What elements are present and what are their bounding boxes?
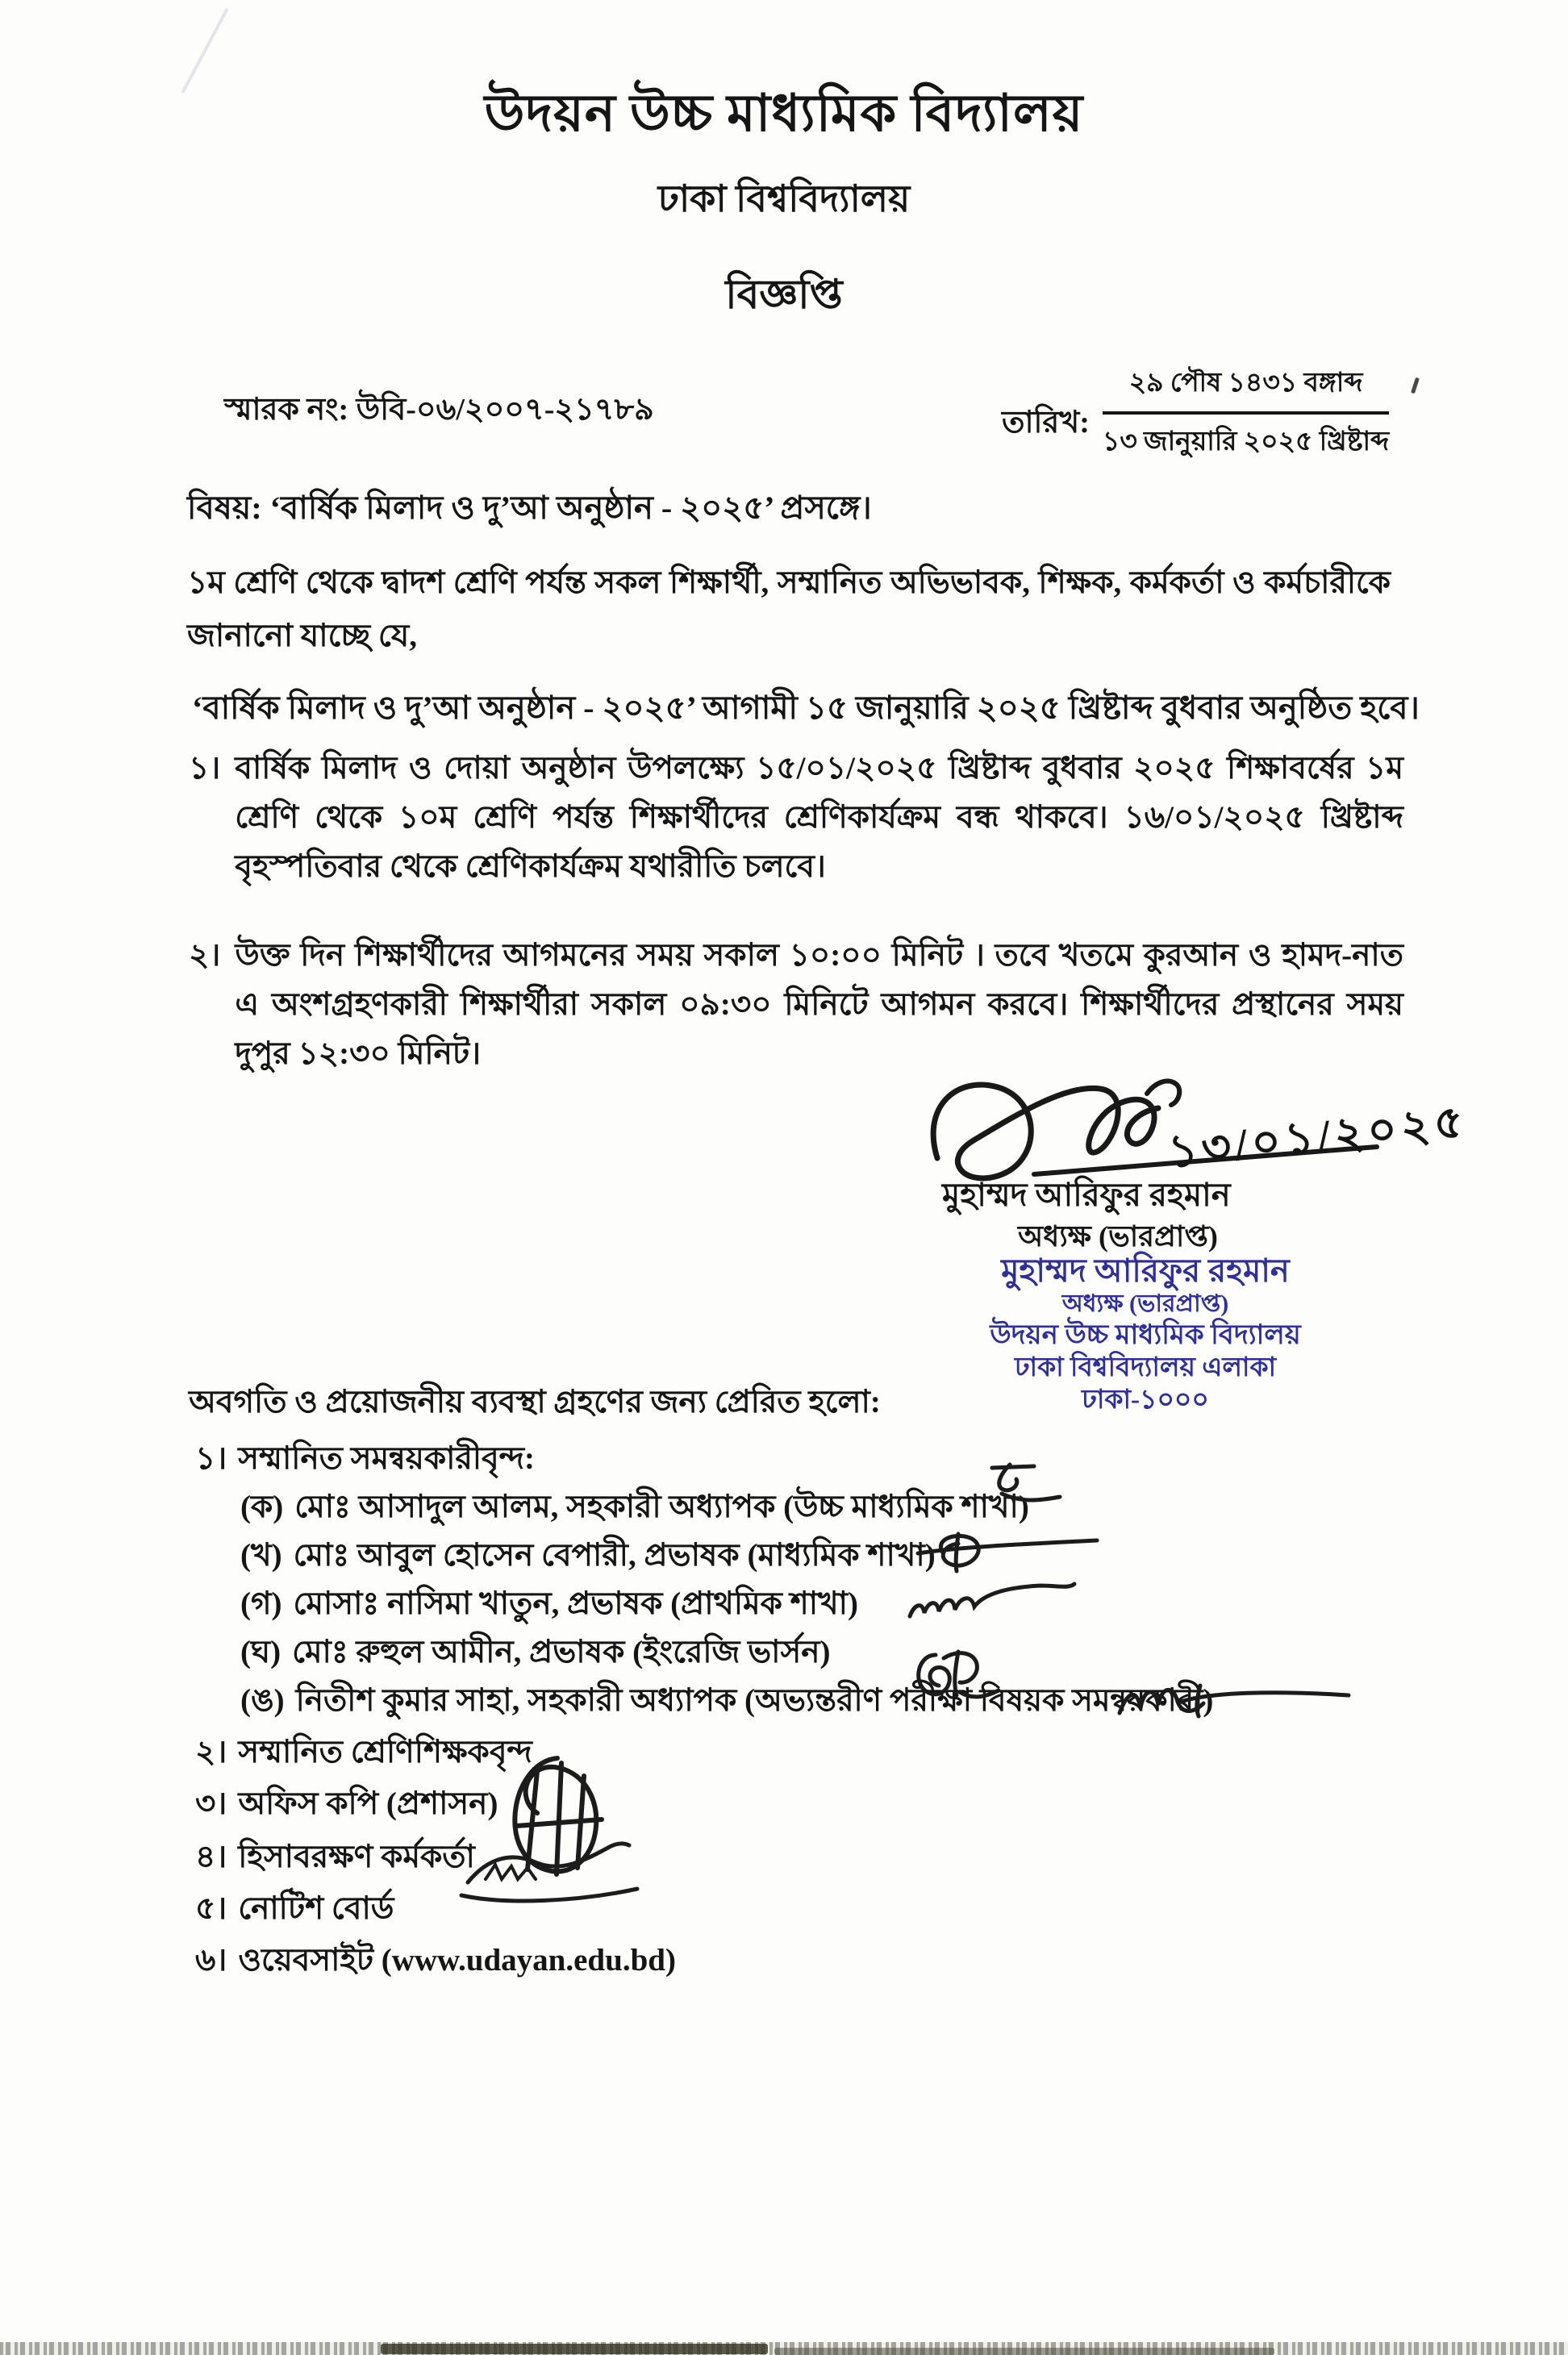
dist-item-2-text: সম্মানিত শ্রেণিশিক্ষকবৃন্দ [238,1735,532,1769]
coordinator-gha [240,1628,831,1680]
dist-item-1-number: ১। [195,1441,227,1476]
stamp-name: মুহাম্মদ আরিফুর রহমান [1001,1253,1290,1289]
point-2-text: উক্ত দিন শিক্ষার্থীদের আগমনের সময় সকাল ১০:০০ মিনিট । তবে খতমে কুরআন ও হামদ-নাত এ অংশগ্রহণকারী শিক্ষার্থীরা সকাল ০৯:৩০ মিনিটে আগমন করবে। শিক্ষার্থীদের প্রস্থানের সময় দুপুর ১২:৩০ মিনিট। [235,938,1403,1071]
coordinator-uma [240,1676,1213,1728]
subject-line: বিষয়: ‘বার্ষিক মিলাদ ও দু’আ অনুষ্ঠান - ২০২৫’ প্রসঙ্গে। [187,490,872,526]
dist-item-3-number: ৩। [195,1786,227,1821]
coordinator-kha-text: মোঃ আবুল হোসেন বেপারী, প্রভাষক (মাধ্যমিক শাখা) [293,1538,936,1573]
point-2 [189,931,1403,1078]
dist-item-5-number: ৫। [195,1891,227,1926]
coordinator-ka-text: মোঃ আসাদুল আলম, সহকারী অধ্যাপক (উচ্চ মাধ্যমিক শাখা) [294,1490,1029,1524]
coordinator-ga-number: (গ) [240,1586,282,1621]
distribution-heading: অবগতি ও প্রয়োজনীয় ব্যবস্থা গ্রহণের জন্য প্রেরিত হলো: [189,1385,881,1419]
stamp-city: ঢাকা-১০০০ [1082,1386,1209,1415]
coordinator-gha-text: মোঃ রুহুল আমীন, প্রভাষক (ইংরেজি ভার্সন) [292,1635,831,1669]
date-block [1002,361,1389,465]
coordinator-kha [240,1531,936,1583]
scan-edge-dark-left [381,2344,768,2354]
signatory-name: মুহাম্মদ আরিফুর রহমান [942,1177,1231,1213]
office-stamp [847,1252,1444,1416]
date-bangla: ২৯ পৌষ ১৪৩১ বঙ্গাব্দ [1103,361,1389,415]
initials-scribble-ka [978,1461,1066,1511]
coordinator-ga-text: মোসাঃ নাসিমা খাতুন, প্রভাষক (প্রাথমিক শাখা) [293,1586,858,1621]
coordinator-uma-number: (ঙ) [240,1683,285,1718]
initials-scribble-uma [1113,1671,1355,1728]
coordinator-ga [240,1579,858,1632]
point-1-text: বার্ষিক মিলাদ ও দোয়া অনুষ্ঠান উপলক্ষ্যে ১৫/০১/২০২৫ খ্রিষ্টাব্দ বুধবার ২০২৫ শিক্ষাবর্ষের ১ম শ্রেণি থেকে ১০ম শ্রেণি পর্যন্ত শিক্ষার্থীদের শ্রেণিকার্যক্রম বন্ধ থাকবে। ১৬/০১/২০২৫ খ্রিষ্টাব্দ বৃহস্পতিবার থেকে শ্রেণিকার্যক্রম যথারীতি চলবে। [235,751,1403,884]
scan-speck [1411,377,1420,394]
dist-item-4-number: ৪। [195,1840,227,1874]
memo-number: স্মারক নং: উবি-০৬/২০০৭-২১৭৮৯ [224,393,654,427]
coordinator-ka-number: (ক) [240,1490,284,1524]
date-fraction [1103,361,1389,465]
initials-scribble-ga [903,1574,1081,1628]
initials-scribble-gha [908,1645,1013,1703]
dist-item-5-text: নোটিশ বোর্ড [238,1891,394,1926]
dist-item-1 [195,1434,535,1486]
intro-paragraph: ১ম শ্রেণি থেকে দ্বাদশ শ্রেণি পর্যন্ত সকল শিক্ষার্থী, সম্মানিত অভিভাবক, শিক্ষক, কর্মকর্তা ও কর্মচারীকে জানানো যাচ্ছে যে, [187,565,1391,653]
stamp-area: ঢাকা বিশ্ববিদ্যালয় এলাকা [1014,1353,1277,1382]
dist-item-4-text: হিসাবরক্ষণ কর্মকর্তা [238,1840,475,1874]
notice-title: বিজ্ঞপ্তি [725,272,843,317]
announcement-line: ‘বার্ষিক মিলাদ ও দু’আ অনুষ্ঠান - ২০২৫’ আগামী ১৫ জানুয়ারি ২০২৫ খ্রিষ্টাব্দ বুধবার অনুষ্ঠিত হবে। [192,690,1420,726]
stamp-school: উদয়ন উচ্চ মাধ্যমিক বিদ্যালয় [990,1320,1301,1350]
dist-item-3-text: অফিস কপি (প্রশাসন) [238,1786,498,1821]
coordinator-ka [240,1482,1029,1535]
dist-item-5 [195,1884,394,1936]
dist-item-6-number: ৬। [195,1943,227,1978]
point-1-number: ১। [189,751,221,786]
dist-item-6-text: ওয়েবসাইট (www.udayan.edu.bd) [238,1943,676,1978]
date-gregorian: ১৩ জানুয়ারি ২০২৫ খ্রিষ্টাব্দ [1102,427,1390,456]
coordinator-uma-text: নিতীশ কুমার সাহা, সহকারী অধ্যাপক (অভ্যন্তরীণ পরীক্ষা বিষয়ক সমন্বয়কারী) [295,1683,1214,1718]
school-name: উদয়ন উচ্চ মাধ্যমিক বিদ্যালয় [484,85,1084,142]
handwritten-date: ১৩/০১/২০২৫ [1166,1096,1470,1178]
accounts-officer-signature [457,1836,642,1910]
dist-item-2-number: ২। [195,1735,227,1769]
point-2-number: ২। [189,938,221,973]
stamp-title: অধ্যক্ষ (ভারপ্রাপ্ত) [1061,1290,1229,1317]
signatory-title: অধ্যক্ষ (ভারপ্রাপ্ত) [1018,1220,1218,1253]
university-name: ঢাকা বিশ্ববিদ্যালয় [657,178,911,219]
point-1 [189,744,1403,891]
dist-item-3 [195,1779,498,1832]
dist-item-6 [195,1936,676,1988]
date-label: তারিখ: [1002,405,1090,440]
scan-edge-dark-right [774,2348,1274,2355]
coordinator-gha-number: (ঘ) [240,1635,281,1669]
dist-item-4 [195,1832,475,1885]
dist-item-1-text: সম্মানিত সমন্বয়কারীবৃন্দ: [238,1441,536,1476]
initials-scribble-kha [910,1529,1103,1576]
coordinator-kha-number: (খ) [240,1538,282,1573]
